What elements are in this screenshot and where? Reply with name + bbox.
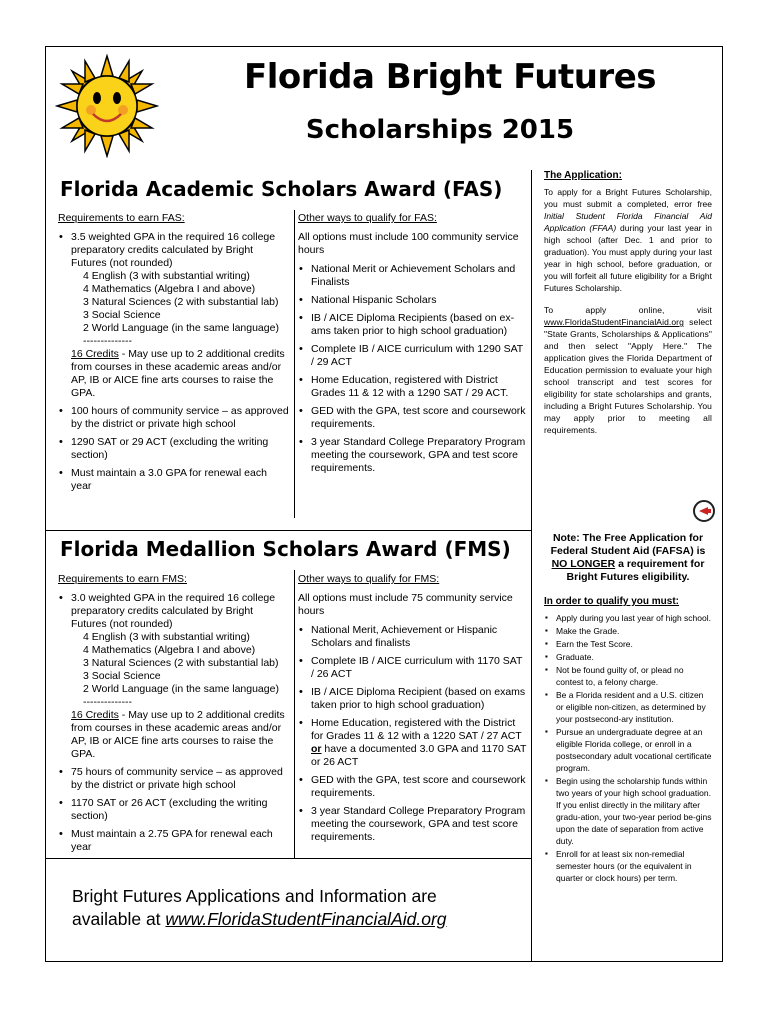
fas-gpa-item: • 3.5 weighted GPA in the required 16 college preparatory credits calculated by Bright Futures (not rounded) 4 English (3 with substantial writing) 4 Mathematics (Algebra I and above) 3 Natural Sciences (2 with substantial lab) 3 Social Science 2 World Language (in the same language) -------------- 16 Credits - May use up to 2 additional credits from courses in these academic areas and/or AP, IB or AICE fine arts courses to raise the GPA.: [71, 231, 290, 400]
list-item: • Must maintain a 2.75 GPA for renewal each year: [71, 828, 290, 854]
application-text: To apply for a Bright Futures Scholarship, you must submit a completed, error free Initial Student Florida Financial Aid Application (FFAA) during your last year in high school (after Dec. 1 and prior to graduation). You must apply during your last year in high school, before graduation, or you will forfeit all future eligibility for a Bright Futures Scholarship.: [544, 187, 712, 293]
list-item: ▪ Be a Florida resident and a U.S. citizen or eligible non-citizen, as determined by your postsecond-ary institution.: [556, 689, 712, 725]
fas-other-ways: Other ways to qualify for FAS: All options must include 100 community service hours • National Merit or Achievement Scholars and Finalists • National Hispanic Scholars • IB / AICE Diploma Recipients (based on ex-ams taken prior to high school graduation) • Complete IB / AICE curriculum with 1290 SAT / 29 ACT • Home Education, registered with District Grades 11 & 12 with a 1290 SAT / 29 ACT. • GED with the GPA, test score and coursework requirements. • 3 year Standard College Preparatory Program meeting the coursework, GPA and test score requirements.: [298, 212, 526, 480]
list-item: • National Merit, Achievement or Hispanic Scholars and finalists: [311, 624, 528, 650]
application-heading: The Application:: [544, 170, 622, 181]
section-divider: [45, 530, 532, 531]
list-item: • 3 year Standard College Preparatory Program meeting the coursework, GPA and test score requirements.: [311, 805, 528, 844]
fms-requirements: [58, 573, 290, 859]
list-item: • 100 hours of community service – as approved by the district or private high school: [71, 405, 290, 431]
list-item: • GED with the GPA, test score and coursework requirements.: [311, 774, 528, 800]
fms-other-ways: Other ways to qualify for FMS: All options must include 75 community service hours • National Merit, Achievement or Hispanic Scholars and finalists • Complete IB / AICE curriculum with 1170 SAT / 26 ACT • IB / AICE Diploma Recipient (based on exams taken prior to high school graduation) • Home Education, registered with the District for Grades 11 & 12 with a 1220 SAT / 27 ACT or have a documented 3.0 GPA and 1170 SAT or 26 ACT • GED with the GPA, test score and coursework requirements. • 3 year Standard College Preparatory Program meeting the coursework, GPA and test score requirements.: [298, 573, 528, 849]
website-link[interactable]: www.FloridaStudentFinancialAid.org: [165, 909, 447, 929]
qualify-heading: In order to qualify you must:: [544, 596, 680, 607]
list-item: • IB / AICE Diploma Recipients (based on ex-ams taken prior to high school graduation): [311, 312, 526, 338]
list-item: ▪ Make the Grade.: [556, 625, 712, 637]
column-divider: [294, 570, 295, 858]
list-item: ▪ Graduate.: [556, 651, 712, 663]
list-item: • 1170 SAT or 26 ACT (excluding the writing section): [71, 797, 290, 823]
list-item: ▪ Pursue an undergraduate degree at an eligible Florida college, or enroll in a postsecondary adult vocational certificate program.: [556, 726, 712, 774]
list-item: • Must maintain a 3.0 GPA for renewal each year: [71, 467, 290, 493]
fms-gpa-item: • 3.0 weighted GPA in the required 16 college preparatory credits calculated by Bright Futures (not rounded) 4 English (3 with substantial writing) 4 Mathematics (Algebra I and above) 3 Natural Sciences (2 with substantial lab) 3 Social Science 2 World Language (in the same language) -------------- 16 Credits - May use up to 2 additional credits from courses in these academic areas and/or AP, IB or AICE fine arts courses to raise the GPA.: [71, 592, 290, 761]
fms-other-header: Other ways to qualify for FMS:: [298, 573, 440, 585]
fms-req-header: Requirements to earn FMS:: [58, 573, 187, 585]
fas-title: Florida Academic Scholars Award (FAS): [60, 177, 503, 201]
back-arrow-icon[interactable]: [693, 500, 715, 522]
sidebar-divider: [531, 170, 532, 962]
list-item: • 3 year Standard College Preparatory Program meeting the coursework, GPA and test score requirements.: [311, 436, 526, 475]
apply-online-text: To apply online, visit www.FloridaStudentFinancialAid.org select "State Grants, Scholarships & Applications" and then select "Apply Here." The application gives the Florida Department of Education permission to evaluate your high school transcript and test scores for eligibility for state scholarships and grants, including a Bright Futures Scholarship. You may apply prior to meeting all requirements.: [544, 305, 712, 435]
list-item: ▪ Enroll for at least six non-remedial semester hours (or the equivalent in quarter or clock hours) per term.: [556, 848, 712, 884]
list-item: • Home Education, registered with the District for Grades 11 & 12 with a 1220 SAT / 27 ACT or have a documented 3.0 GPA and 1170 SAT or 26 ACT: [311, 717, 528, 769]
sidebar-website-link[interactable]: www.FloridaStudentFinancialAid.org: [544, 317, 684, 327]
page-subtitle: Scholarships 2015: [305, 115, 575, 145]
fms-title: Florida Medallion Scholars Award (FMS): [60, 537, 511, 561]
page-title: Florida Bright Futures: [243, 57, 656, 97]
list-item: • Complete IB / AICE curriculum with 1290 SAT / 29 ACT: [311, 343, 526, 369]
list-item: ▪ Apply during you last year of high school.: [556, 612, 712, 624]
list-item: • Complete IB / AICE curriculum with 1170 SAT / 26 ACT: [311, 655, 528, 681]
column-divider: [294, 210, 295, 518]
list-item: • IB / AICE Diploma Recipient (based on exams taken prior to high school graduation): [311, 686, 528, 712]
fafsa-note: Note: The Free Application for Federal Student Aid (FAFSA) is NO LONGER a requirement for Bright Futures eligibility. In order to qualify you must: ▪ Apply during you last year of high school. ▪ Make the Grade. ▪ Earn the Test Score. ▪ Graduate. ▪ Not be found guilty of, or plead no contest to, a felony charge. ▪ Be a Florida resident and a U.S. citizen or eligible non-citizen, as determined by your postsecond-ary institution. ▪ Pursue an undergraduate degree at an eligible Florida college, or enroll in a postsecondary adult vocational certificate program. ▪ Begin using the scholarship funds within two years of your high school graduation. If you enlist directly in the military after gradu-ation, your two-year period be-gins upon the date of separation from active duty. ▪ Enroll for at least six non-remedial semester hours (or the equivalent in quarter or clock hours) per term.: [544, 532, 712, 885]
sun-logo-icon: [55, 54, 159, 158]
list-item: • 1290 SAT or 29 ACT (excluding the writing section): [71, 436, 290, 462]
list-item: • GED with the GPA, test score and coursework requirements.: [311, 405, 526, 431]
list-item: ▪ Earn the Test Score.: [556, 638, 712, 650]
list-item: • Home Education, registered with District Grades 11 & 12 with a 1290 SAT / 29 ACT.: [311, 374, 526, 400]
list-item: ▪ Not be found guilty of, or plead no contest to, a felony charge.: [556, 664, 712, 688]
list-item: • National Merit or Achievement Scholars and Finalists: [311, 263, 526, 289]
bottom-info: Bright Futures Applications and Information are available at www.FloridaStudentFinancialAid.org: [72, 886, 447, 929]
list-item: ▪ Begin using the scholarship funds within two years of your high school graduation. If you enlist directly in the military after gradu-ation, your two-year period be-gins upon the date of separation from active duty.: [556, 775, 712, 847]
list-item: • 75 hours of community service – as approved by the district or private high school: [71, 766, 290, 792]
list-item: • National Hispanic Scholars: [311, 294, 526, 307]
application-info: [544, 170, 712, 436]
fas-req-header: Requirements to earn FAS:: [58, 212, 185, 224]
fas-requirements: [58, 212, 290, 498]
fas-other-header: Other ways to qualify for FAS:: [298, 212, 437, 224]
